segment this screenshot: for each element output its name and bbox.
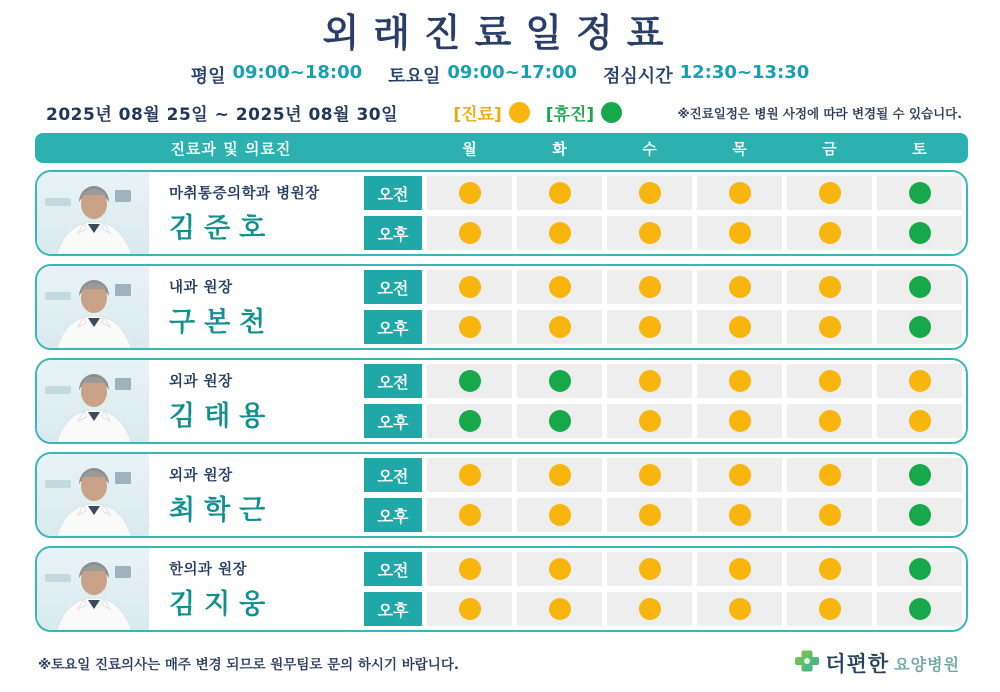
hospital-logo bbox=[794, 648, 960, 678]
doctor-dept-title: 외과 원장 bbox=[169, 467, 233, 484]
schedule-cell bbox=[427, 176, 512, 210]
consult-dot bbox=[639, 558, 661, 580]
pm-session-row bbox=[364, 498, 962, 532]
schedule-cell bbox=[877, 270, 962, 304]
consult-dot bbox=[639, 598, 661, 620]
consult-dot bbox=[819, 464, 841, 486]
doctor-info bbox=[149, 276, 364, 339]
consult-dot bbox=[459, 182, 481, 204]
doctor-photo bbox=[37, 548, 149, 630]
consult-dot bbox=[459, 222, 481, 244]
schedule-cell bbox=[697, 498, 782, 532]
pm-cells bbox=[427, 592, 962, 626]
closed-dot bbox=[549, 410, 571, 432]
doctor-sessions bbox=[364, 270, 966, 344]
doctor-row bbox=[35, 358, 968, 444]
am-label: 오전 bbox=[364, 458, 422, 492]
doctor-name: 최학근 bbox=[169, 494, 275, 526]
schedule-cell bbox=[787, 216, 872, 250]
schedule-cell bbox=[877, 552, 962, 586]
schedule-cell bbox=[787, 458, 872, 492]
schedule-cell bbox=[877, 364, 962, 398]
closed-dot bbox=[459, 370, 481, 392]
schedule-cell bbox=[517, 364, 602, 398]
schedule-cell bbox=[787, 364, 872, 398]
doctor-photo bbox=[37, 360, 149, 442]
doctor-photo bbox=[37, 266, 149, 348]
doctor-name: 김태용 bbox=[169, 400, 275, 432]
hours-label: 평일 bbox=[190, 66, 226, 87]
closed-dot bbox=[909, 504, 931, 526]
am-session-row bbox=[364, 270, 962, 304]
schedule-cell bbox=[517, 176, 602, 210]
consult-dot bbox=[639, 504, 661, 526]
consult-dot bbox=[549, 558, 571, 580]
hours-item bbox=[388, 62, 577, 88]
schedule-cell bbox=[427, 270, 512, 304]
doctor-name: 김준호 bbox=[169, 212, 275, 244]
consult-dot bbox=[729, 182, 751, 204]
schedule-cell bbox=[427, 216, 512, 250]
footer bbox=[38, 648, 960, 678]
hospital-name: 더편한 bbox=[825, 652, 890, 676]
consult-dot bbox=[729, 598, 751, 620]
schedule-cell bbox=[787, 310, 872, 344]
legend-label: [휴진] bbox=[545, 105, 595, 125]
schedule-cell bbox=[787, 592, 872, 626]
pm-cells bbox=[427, 310, 962, 344]
day-header: 목 bbox=[732, 139, 747, 158]
consult-dot bbox=[909, 370, 931, 392]
schedule-cell bbox=[427, 498, 512, 532]
schedule-cell bbox=[787, 270, 872, 304]
schedule-cell bbox=[877, 498, 962, 532]
consult-dot bbox=[819, 370, 841, 392]
consult-dot bbox=[549, 182, 571, 204]
schedule-cell bbox=[427, 364, 512, 398]
consult-dot bbox=[549, 598, 571, 620]
consult-dot bbox=[459, 276, 481, 298]
table-header bbox=[35, 133, 968, 163]
consult-dot bbox=[639, 410, 661, 432]
doctor-row bbox=[35, 264, 968, 350]
clinic-hours bbox=[0, 62, 1000, 88]
hospital-name-suffix: 요양병원 bbox=[894, 654, 960, 674]
consult-dot bbox=[729, 222, 751, 244]
consult-dot bbox=[639, 370, 661, 392]
consult-dot bbox=[549, 316, 571, 338]
consult-dot bbox=[819, 598, 841, 620]
doctor-dept-title: 외과 원장 bbox=[169, 373, 233, 390]
doctor-dept-title: 내과 원장 bbox=[169, 279, 233, 296]
pm-label: 오후 bbox=[364, 498, 422, 532]
consult-dot bbox=[459, 464, 481, 486]
schedule-cell bbox=[877, 176, 962, 210]
doctor-row bbox=[35, 170, 968, 256]
pm-label: 오후 bbox=[364, 592, 422, 626]
pm-session-row bbox=[364, 310, 962, 344]
hospital-cross-icon bbox=[794, 648, 820, 678]
consult-dot bbox=[459, 598, 481, 620]
hours-time: 09:00~18:00 bbox=[232, 62, 363, 83]
doctor-name: 김지웅 bbox=[169, 588, 275, 620]
consult-dot bbox=[639, 276, 661, 298]
schedule-cell bbox=[697, 592, 782, 626]
closed-dot bbox=[909, 464, 931, 486]
doctor-row bbox=[35, 452, 968, 538]
legend-item bbox=[546, 100, 622, 125]
footer-note: ※토요일 진료의사는 매주 변경 되므로 원무팀로 문의 하시기 바랍니다. bbox=[38, 657, 459, 673]
schedule-cell bbox=[517, 404, 602, 438]
schedule-cell bbox=[787, 404, 872, 438]
consult-dot bbox=[729, 410, 751, 432]
page-title: 외래진료일정표 bbox=[322, 11, 678, 55]
staff-column-header: 진료과 및 의료진 bbox=[170, 139, 292, 158]
hours-item bbox=[603, 62, 809, 88]
am-label: 오전 bbox=[364, 176, 422, 210]
schedule-cell bbox=[607, 458, 692, 492]
consult-dot bbox=[549, 504, 571, 526]
schedule-cell bbox=[697, 404, 782, 438]
closed-dot bbox=[909, 276, 931, 298]
doctor-info bbox=[149, 464, 364, 527]
consult-dot bbox=[729, 276, 751, 298]
schedule-cell bbox=[877, 216, 962, 250]
schedule-cell bbox=[607, 310, 692, 344]
am-session-row bbox=[364, 458, 962, 492]
hours-item bbox=[191, 62, 362, 88]
closed-dot bbox=[909, 182, 931, 204]
doctor-info bbox=[149, 370, 364, 433]
day-header: 토 bbox=[912, 139, 927, 158]
consult-dot bbox=[459, 316, 481, 338]
schedule-cell bbox=[787, 552, 872, 586]
am-label: 오전 bbox=[364, 552, 422, 586]
day-headers bbox=[427, 138, 968, 159]
schedule-cell bbox=[517, 216, 602, 250]
doctor-name: 구본천 bbox=[169, 306, 275, 338]
consult-dot bbox=[459, 558, 481, 580]
schedule-cell bbox=[517, 270, 602, 304]
schedule-cell bbox=[607, 404, 692, 438]
am-cells bbox=[427, 176, 962, 210]
pm-cells bbox=[427, 404, 962, 438]
doctor-sessions bbox=[364, 458, 966, 532]
schedule-cell bbox=[607, 592, 692, 626]
am-session-row bbox=[364, 364, 962, 398]
schedule-cell bbox=[517, 552, 602, 586]
am-cells bbox=[427, 458, 962, 492]
doctor-photo bbox=[37, 454, 149, 536]
schedule-cell bbox=[607, 364, 692, 398]
consult-dot bbox=[819, 558, 841, 580]
day-header: 금 bbox=[822, 139, 837, 158]
consult-dot bbox=[729, 504, 751, 526]
day-header: 월 bbox=[462, 139, 477, 158]
pm-label: 오후 bbox=[364, 404, 422, 438]
schedule-cell bbox=[427, 592, 512, 626]
schedule-cell bbox=[607, 552, 692, 586]
doctor-row bbox=[35, 546, 968, 632]
doctor-dept-title: 한의과 원장 bbox=[169, 561, 248, 578]
date-range: 2025년 08월 25일 ~ 2025년 08월 30일 bbox=[46, 105, 399, 125]
consult-dot bbox=[549, 464, 571, 486]
closed-dot bbox=[909, 558, 931, 580]
schedule-cell bbox=[697, 458, 782, 492]
am-session-row bbox=[364, 552, 962, 586]
schedule-cell bbox=[427, 552, 512, 586]
schedule-cell bbox=[697, 364, 782, 398]
doctor-photo bbox=[37, 172, 149, 254]
schedule-cell bbox=[877, 458, 962, 492]
consult-dot bbox=[639, 464, 661, 486]
schedule-cell bbox=[697, 216, 782, 250]
consult-dot bbox=[729, 316, 751, 338]
schedule-cell bbox=[607, 498, 692, 532]
am-cells bbox=[427, 364, 962, 398]
schedule-cell bbox=[697, 310, 782, 344]
doctor-rows bbox=[0, 170, 1000, 632]
consult-dot bbox=[639, 182, 661, 204]
schedule-cell bbox=[607, 270, 692, 304]
pm-session-row bbox=[364, 592, 962, 626]
closed-dot bbox=[909, 222, 931, 244]
pm-cells bbox=[427, 216, 962, 250]
schedule-cell bbox=[607, 216, 692, 250]
schedule-cell bbox=[697, 552, 782, 586]
consult-dot bbox=[819, 276, 841, 298]
schedule-cell bbox=[877, 404, 962, 438]
consult-dot bbox=[819, 504, 841, 526]
consult-dot bbox=[729, 464, 751, 486]
doctor-sessions bbox=[364, 552, 966, 626]
hours-label: 토요일 bbox=[388, 66, 441, 87]
legend-item bbox=[453, 100, 529, 125]
closed-dot bbox=[909, 598, 931, 620]
doctor-dept-title: 마취통증의학과 병원장 bbox=[169, 185, 320, 202]
consult-dot bbox=[819, 410, 841, 432]
closed-dot bbox=[549, 370, 571, 392]
am-cells bbox=[427, 552, 962, 586]
pm-cells bbox=[427, 498, 962, 532]
schedule-cell bbox=[787, 498, 872, 532]
consult-dot bbox=[459, 504, 481, 526]
consult-dot bbox=[729, 370, 751, 392]
day-header: 화 bbox=[552, 139, 567, 158]
consult-dot bbox=[819, 182, 841, 204]
pm-session-row bbox=[364, 404, 962, 438]
consult-dot bbox=[909, 410, 931, 432]
schedule-cell bbox=[517, 498, 602, 532]
hours-label: 점심시간 bbox=[603, 66, 673, 87]
am-label: 오전 bbox=[364, 270, 422, 304]
consult-dot bbox=[729, 558, 751, 580]
am-cells bbox=[427, 270, 962, 304]
schedule-cell bbox=[877, 592, 962, 626]
consult-dot bbox=[549, 276, 571, 298]
schedule-cell bbox=[607, 176, 692, 210]
schedule-cell bbox=[517, 310, 602, 344]
consult-dot bbox=[819, 316, 841, 338]
info-bar bbox=[46, 100, 962, 125]
doctor-sessions bbox=[364, 176, 966, 250]
schedule-cell bbox=[427, 310, 512, 344]
consult-dot bbox=[549, 222, 571, 244]
legend bbox=[453, 100, 622, 125]
schedule-cell bbox=[427, 404, 512, 438]
doctor-info bbox=[149, 182, 364, 245]
legend-dot bbox=[509, 102, 530, 123]
closed-dot bbox=[909, 316, 931, 338]
doctor-info bbox=[149, 558, 364, 621]
schedule-cell bbox=[787, 176, 872, 210]
am-label: 오전 bbox=[364, 364, 422, 398]
legend-dot bbox=[601, 102, 622, 123]
am-session-row bbox=[364, 176, 962, 210]
legend-label: [진료] bbox=[453, 105, 502, 125]
schedule-cell bbox=[697, 270, 782, 304]
consult-dot bbox=[819, 222, 841, 244]
schedule-cell bbox=[427, 458, 512, 492]
schedule-cell bbox=[517, 592, 602, 626]
hours-time: 12:30~13:30 bbox=[679, 62, 810, 83]
closed-dot bbox=[459, 410, 481, 432]
schedule-cell bbox=[697, 176, 782, 210]
pm-session-row bbox=[364, 216, 962, 250]
schedule-cell bbox=[517, 458, 602, 492]
consult-dot bbox=[639, 222, 661, 244]
pm-label: 오후 bbox=[364, 310, 422, 344]
schedule-notice: ※진료일정은 병원 사정에 따라 변경될 수 있습니다. bbox=[677, 105, 962, 121]
day-header: 수 bbox=[642, 139, 657, 158]
schedule-cell bbox=[877, 310, 962, 344]
doctor-sessions bbox=[364, 364, 966, 438]
consult-dot bbox=[639, 316, 661, 338]
hours-time: 09:00~17:00 bbox=[447, 62, 578, 83]
pm-label: 오후 bbox=[364, 216, 422, 250]
